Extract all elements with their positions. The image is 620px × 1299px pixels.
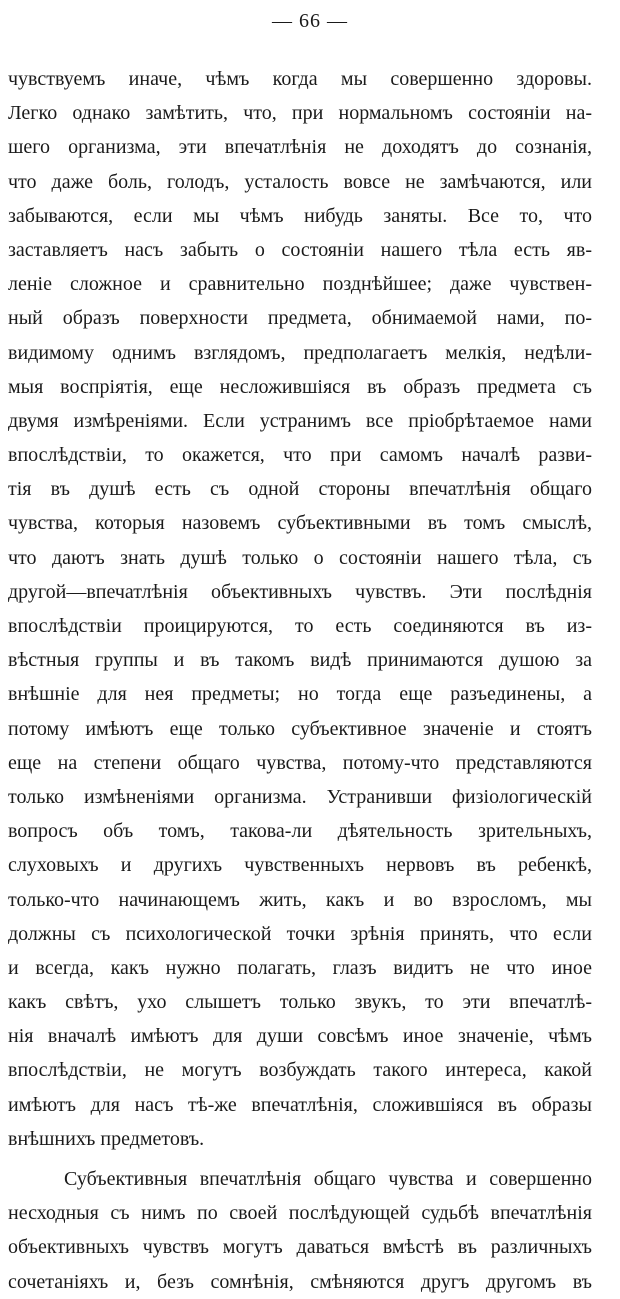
text-line: видимому однимъ взглядомъ, предполагаетъ мелкія, недѣли- (8, 341, 592, 364)
text-line: слуховыхъ и другихъ чувственныхъ нервовъ въ ребенкѣ, (8, 854, 592, 877)
text-line: чувствуемъ иначе, чѣмъ когда мы совершенно здоровы. (8, 68, 592, 90)
text-line: внѣшнихъ предметовъ. (8, 1127, 205, 1150)
text-line: двумя измѣреніями. Если устранимъ все пріобрѣтаемое нами (8, 409, 592, 432)
text-line: еще на степени общаго чувства, потому-что представляются (8, 751, 592, 774)
text-line: Легко однако замѣтить, что, при нормальномъ состояніи на- (8, 102, 592, 125)
text-line: Субъективныя впечатлѣнія общаго чувства и совершенно (64, 1168, 592, 1190)
text-line: какъ свѣтъ, ухо слышетъ только звукъ, то эти впечатлѣ- (8, 991, 592, 1014)
text-line: только измѣненіями организма. Устранивши физіологическій (8, 785, 592, 808)
page-number: — 66 — (272, 10, 348, 32)
text-line: нія вначалѣ имѣютъ для души совсѣмъ иное значеніе, чѣмъ (8, 1025, 592, 1048)
text-line: другой—впечатлѣнія объективныхъ чувствъ. Эти послѣднія (8, 580, 592, 603)
text-line: вѣстныя группы и въ такомъ видѣ принимаются душою за (8, 649, 592, 672)
text-line: вопросъ объ томъ, такова-ли дѣятельность зрительныхъ, (8, 820, 592, 843)
text-line: потому имѣютъ еще только субъективное значеніе и стоятъ (8, 717, 592, 740)
text-line: шего организма, эти впечатлѣнія не доходятъ до сознанія, (8, 136, 592, 159)
text-line: имѣютъ для насъ тѣ-же впечатлѣнія, сложившіяся въ образы (8, 1093, 592, 1116)
paragraph-2 (8, 1162, 592, 1299)
text-line: должны съ психологической точки зрѣнія принять, что если (8, 922, 592, 945)
text-line: мыя воспріятія, еще несложившіяся въ образъ предмета съ (8, 375, 592, 398)
text-line: забываются, если мы чѣмъ нибудь заняты. Все то, что (8, 204, 592, 227)
text-line: впослѣдствіи, то окажется, что при самомъ началѣ разви- (8, 444, 592, 467)
text-line: только-что начинающемъ жить, какъ и во взросломъ, мы (8, 888, 592, 911)
body-text (8, 62, 592, 1299)
text-line: что даютъ знать душѣ только о состояніи нашего тѣла, съ (8, 546, 592, 569)
text-line: что даже боль, голодъ, усталость вовсе не замѣчаются, или (8, 170, 592, 193)
text-line: несходныя съ нимъ по своей послѣдующей судьбѣ впечатлѣнія (8, 1202, 592, 1225)
text-line: заставляетъ насъ забыть о состояніи нашего тѣла есть яв- (8, 238, 592, 261)
text-line: объективныхъ чувствъ могутъ даваться вмѣстѣ въ различныхъ (8, 1236, 592, 1259)
text-line: и всегда, какъ нужно полагать, глазъ видитъ не что иное (8, 956, 592, 979)
text-line: впослѣдствіи, не могутъ возбуждать такого интереса, какой (8, 1059, 592, 1082)
text-line: внѣшніе для нея предметы; но тогда еще разъединены, а (8, 683, 592, 706)
text-line: чувства, которыя назовемъ субъективными въ томъ смыслѣ, (8, 512, 592, 535)
text-line: леніе сложное и сравнительно позднѣйшее; даже чувствен- (8, 273, 592, 296)
text-line: впослѣдствіи проицируются, то есть соединяются въ из- (8, 615, 592, 637)
text-line: тія въ душѣ есть съ одной стороны впечатлѣнія общаго (8, 478, 592, 501)
text-line: ный образъ поверхности предмета, обнимаемой нами, по- (8, 307, 592, 330)
text-line: сочетаніяхъ и, безъ сомнѣнія, смѣняются другъ другомъ въ (8, 1270, 592, 1293)
paragraph-1 (8, 62, 592, 1156)
